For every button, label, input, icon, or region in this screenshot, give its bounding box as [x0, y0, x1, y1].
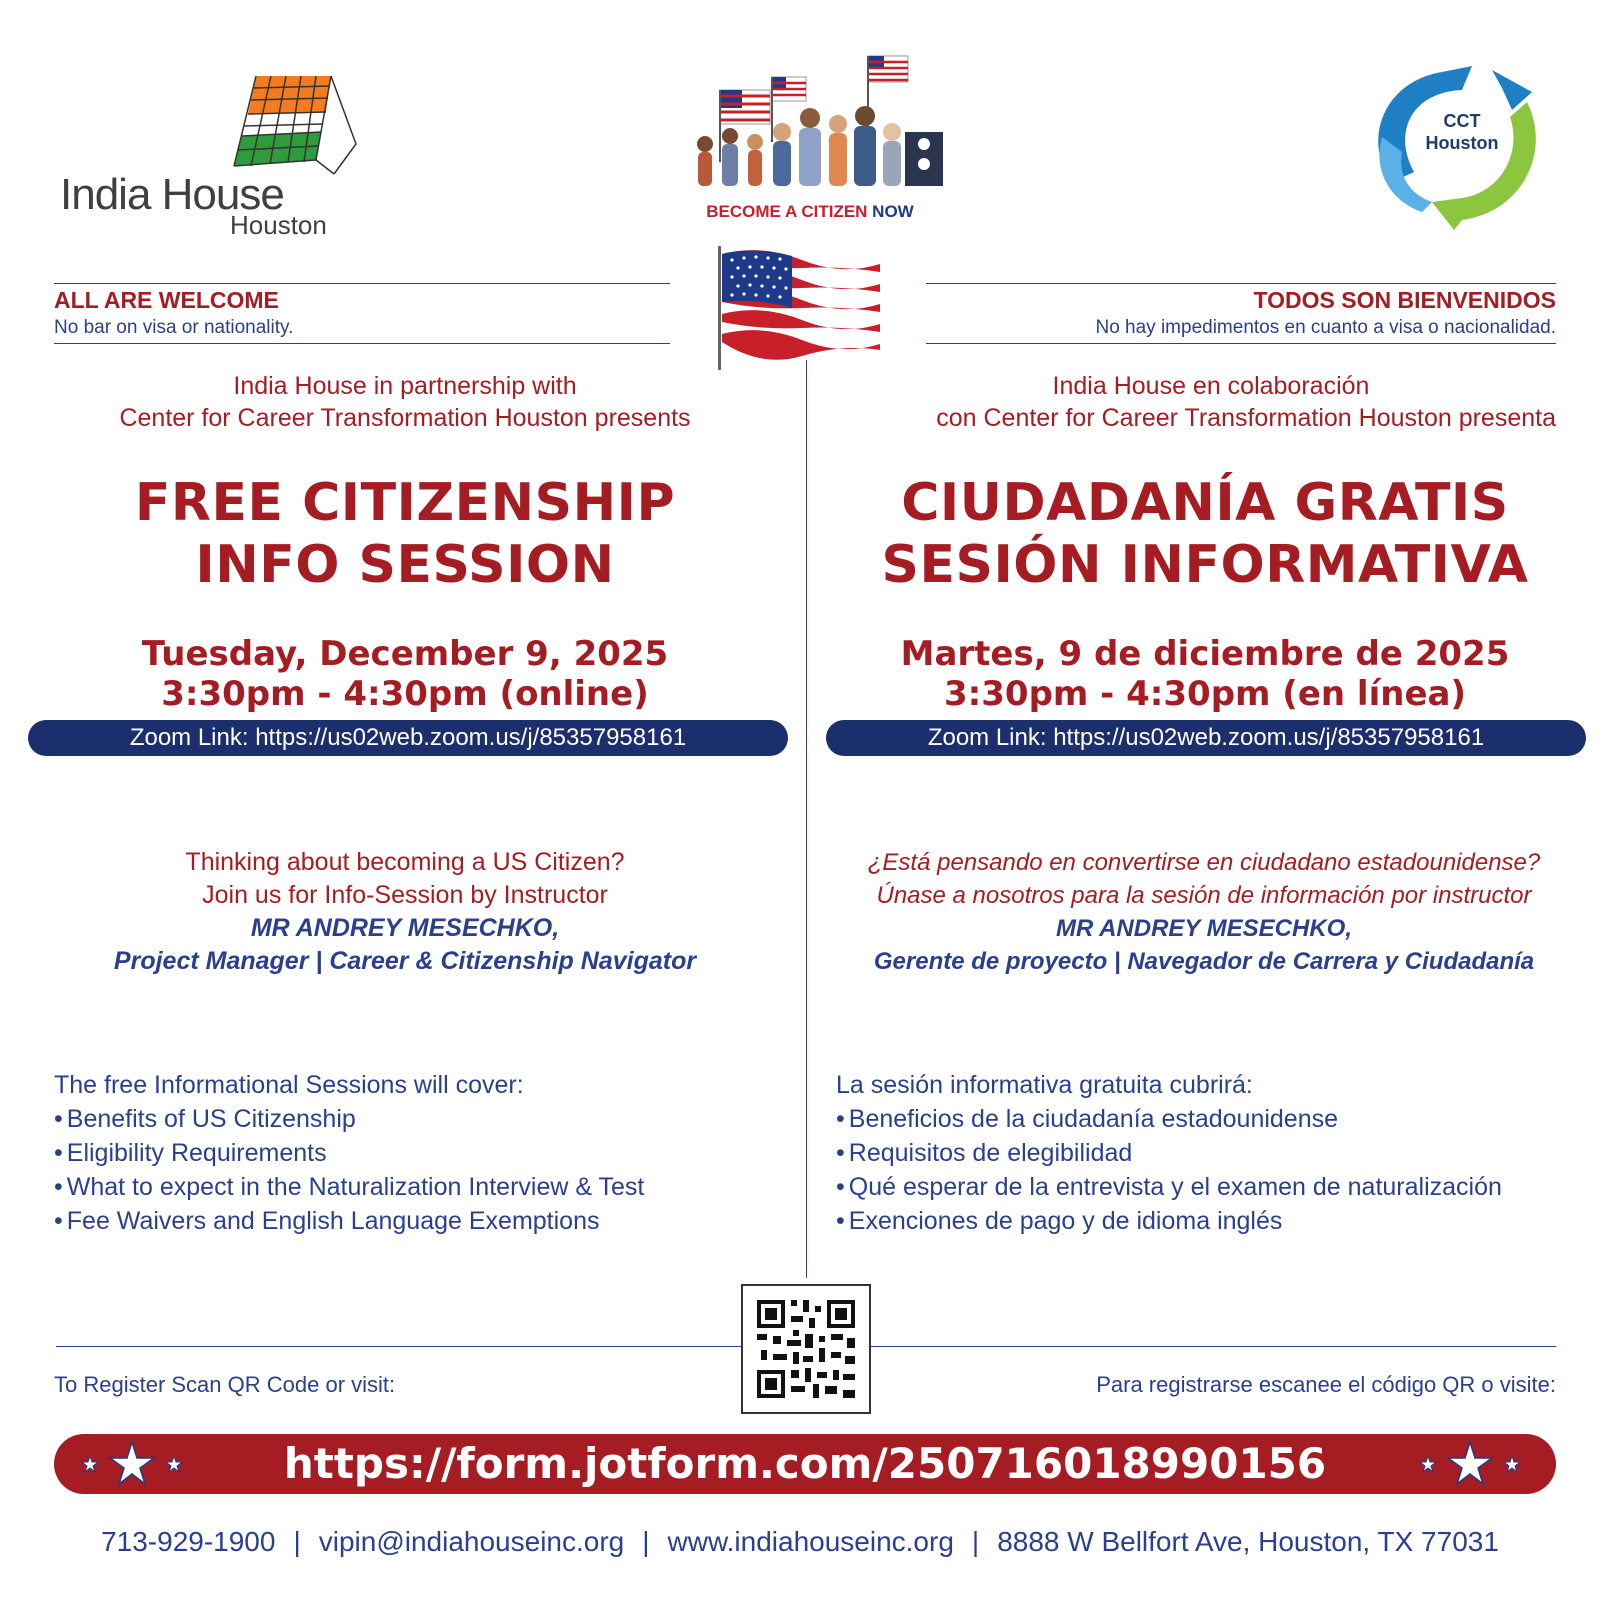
- zoom-link-en[interactable]: Zoom Link: https://us02web.zoom.us/j/85357958161: [28, 720, 788, 756]
- become-a-citizen-logo: [660, 52, 960, 227]
- intro-en: [30, 370, 780, 434]
- footer-website[interactable]: www.indiahouseinc.org: [667, 1526, 954, 1557]
- india-house-flag-grid-icon: [226, 74, 366, 184]
- footer-address: 8888 W Bellfort Ave, Houston, TX 77031: [997, 1526, 1499, 1557]
- registration-url[interactable]: https://form.jotform.com/250716018990156: [283, 1439, 1327, 1488]
- headline-line-2-es: SESIÓN INFORMATIVA: [881, 535, 1529, 595]
- welcome-rule-top-es: [926, 283, 1556, 284]
- cct-houston-logo: [1362, 62, 1552, 232]
- think-line-1-en: Thinking about becoming a US Citizen?: [185, 848, 625, 876]
- instructor-role-es: Gerente de proyecto | Navegador de Carrera y Ciudadanía: [873, 948, 1535, 975]
- qr-code-icon: [743, 1286, 869, 1412]
- register-text-es: Para registrarse escanee el código QR o visite:: [1096, 1372, 1556, 1397]
- register-text-en: To Register Scan QR Code or visit:: [54, 1372, 396, 1397]
- qr-code[interactable]: [741, 1284, 871, 1414]
- india-house-city: Houston: [230, 210, 327, 240]
- instructor-block-es: [814, 846, 1594, 978]
- welcome-subtitle-es: No hay impedimentos en cuanto a visa o nacionalidad.: [1095, 317, 1556, 338]
- think-line-2-en: Join us for Info-Session by Instructor: [202, 881, 608, 909]
- instructor-block-en: [20, 846, 790, 978]
- list-item: • Benefits of US Citizenship: [54, 1102, 794, 1136]
- cover-list-en: [54, 1068, 794, 1238]
- registration-url-banner[interactable]: [54, 1434, 1556, 1494]
- footer-phone[interactable]: 713-929-1900: [101, 1526, 276, 1557]
- tagline-part-3: NOW: [867, 202, 914, 221]
- intro-line-2-es: con Center for Career Transformation Houston presenta: [936, 404, 1556, 432]
- become-a-citizen-tagline: [660, 202, 960, 222]
- date-time-en: [20, 634, 790, 714]
- list-item: • Requisitos de elegibilidad: [836, 1136, 1576, 1170]
- welcome-subtitle-en: No bar on visa or nationality.: [54, 317, 294, 338]
- cover-intro-es: La sesión informativa gratuita cubrirá:: [836, 1071, 1253, 1099]
- footer-separator: |: [971, 1526, 980, 1557]
- intro-line-2-en: Center for Career Transformation Houston presents: [119, 404, 691, 432]
- cover-list-es: [836, 1068, 1576, 1238]
- stars-right-icon: [1414, 1440, 1534, 1488]
- tagline-part-1: BECOME A: [706, 202, 802, 221]
- instructor-name-es: MR ANDREY MESECHKO,: [1055, 915, 1353, 942]
- list-item: • Qué esperar de la entrevista y el examen de naturalización: [836, 1170, 1576, 1204]
- welcome-title-es: TODOS SON BIENVENIDOS: [1253, 287, 1556, 313]
- cct-logo-line-1: CCT: [1443, 111, 1481, 131]
- headline-es: [820, 472, 1590, 596]
- zoom-link-es[interactable]: Zoom Link: https://us02web.zoom.us/j/85357958161: [826, 720, 1586, 756]
- footer-separator: |: [293, 1526, 301, 1557]
- intro-line-1-en: India House in partnership with: [233, 372, 577, 400]
- list-item: • Beneficios de la ciudadanía estadounidense: [836, 1102, 1576, 1136]
- headline-line-2-en: INFO SESSION: [195, 535, 615, 595]
- instructor-role-en: Project Manager | Career & Citizenship Navigator: [113, 947, 697, 975]
- headline-line-1-es: CIUDADANÍA GRATIS: [901, 473, 1509, 533]
- event-date-es: Martes, 9 de diciembre de 2025: [900, 634, 1510, 674]
- event-date-en: Tuesday, December 9, 2025: [141, 634, 669, 674]
- list-item: • Fee Waivers and English Language Exemptions: [54, 1204, 794, 1238]
- instructor-name-en: MR ANDREY MESECHKO,: [250, 914, 560, 942]
- think-line-2-es: Únase a nosotros para la sesión de información por instructor: [876, 882, 1532, 909]
- india-house-name: India House: [60, 170, 284, 219]
- welcome-rule-bottom-en: [54, 343, 670, 344]
- welcome-rule-bottom-es: [926, 343, 1556, 344]
- india-house-logo: [56, 74, 356, 244]
- event-time-es: 3:30pm - 4:30pm (en línea): [944, 674, 1466, 714]
- list-item: • What to expect in the Naturalization Interview & Test: [54, 1170, 794, 1204]
- cct-logo-line-2: Houston: [1425, 133, 1499, 153]
- register-rule-left: [56, 1346, 741, 1347]
- think-line-1-es: ¿Está pensando en convertirse en ciudadano estadounidense?: [867, 849, 1541, 876]
- center-divider: [806, 360, 807, 1278]
- tagline-part-2: CITIZEN: [801, 202, 868, 221]
- intro-es: [826, 370, 1556, 434]
- register-rule-right: [871, 1346, 1556, 1347]
- welcome-rule-top-en: [54, 283, 670, 284]
- welcome-title-en: ALL ARE WELCOME: [54, 287, 279, 313]
- footer-email[interactable]: vipin@indiahouseinc.org: [318, 1526, 625, 1557]
- list-item: • Exenciones de pago y de idioma inglés: [836, 1204, 1576, 1238]
- footer-separator: |: [642, 1526, 650, 1557]
- headline-line-1-en: FREE CITIZENSHIP: [134, 473, 676, 533]
- intro-line-1-es: India House en colaboración: [1052, 372, 1370, 400]
- us-flag-icon: [712, 246, 882, 370]
- citizens-with-flags-illustration: [660, 52, 960, 202]
- event-time-en: 3:30pm - 4:30pm (online): [161, 674, 649, 714]
- list-item: • Eligibility Requirements: [54, 1136, 794, 1170]
- contact-footer: [0, 1526, 1600, 1558]
- cover-intro-en: The free Informational Sessions will cover:: [54, 1071, 524, 1099]
- date-time-es: [820, 634, 1590, 714]
- headline-en: [20, 472, 790, 596]
